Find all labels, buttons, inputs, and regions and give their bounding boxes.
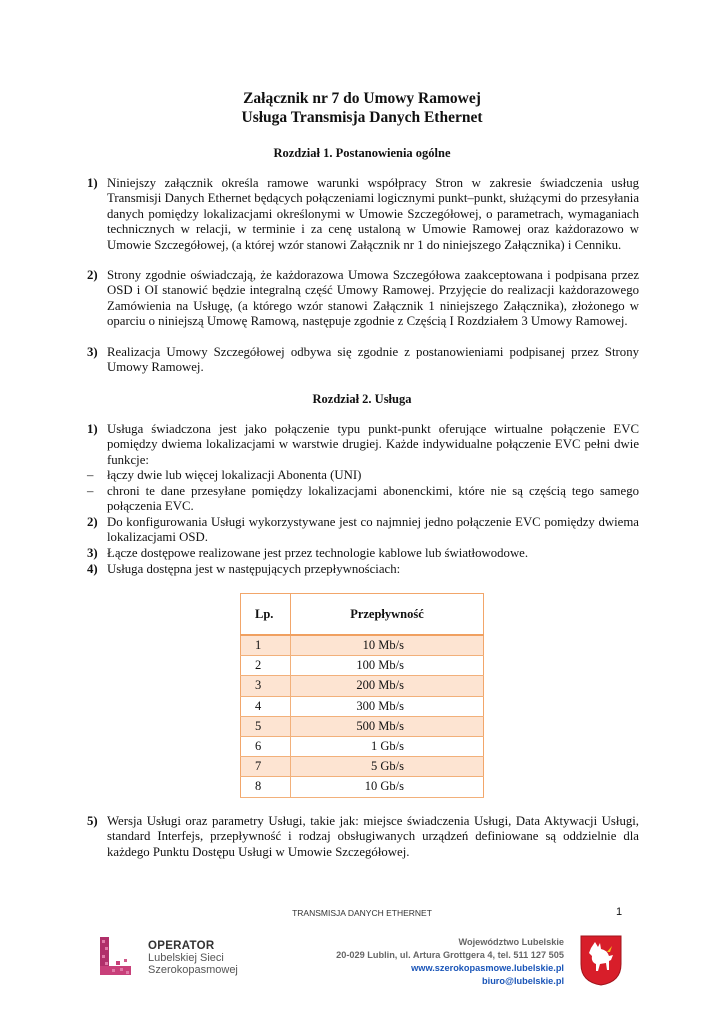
section-1-heading: Rozdział 1. Postanowienia ogólne <box>273 146 451 160</box>
page-number: 1 <box>616 906 623 918</box>
dash-text: łączy dwie lub więcej lokalizacji Abonenta (UNI) <box>107 468 362 482</box>
dash-mark: – <box>87 468 94 482</box>
title-line-2: Usługa Transmisja Danych Ethernet <box>241 109 483 126</box>
item-number: 3) <box>87 546 98 560</box>
cell-throughput: 100 Mb/s <box>291 656 484 676</box>
section-2-item-2 <box>87 515 639 546</box>
dash-item-2 <box>87 484 639 515</box>
lubelskie-crest-icon <box>579 934 623 986</box>
page-title <box>0 89 724 127</box>
item-text: Strony zgodnie oświadczają, że każdorazowa Umowa Szczegółowa zaakceptowana i podpisana przez OSD i OI stanowić będzie integralną część Umowy Ramowej. Przyjęcie do realizacji każdorazowego Zamówienia na Usługę, (a którego wzór stanowi Załącznik 1 niniejszego Załącznika), złożonego w oparciu o niniejszą Umowę Ramową, następuje zgodnie z Częścią I Rozdziałem 3 Umowy Ramowej. <box>107 268 639 329</box>
section-1-item-3 <box>87 345 639 376</box>
cell-lp: 2 <box>241 656 291 676</box>
cell-lp: 1 <box>241 635 291 656</box>
section-2-heading: Rozdział 2. Usługa <box>312 392 412 406</box>
logo-line-1: OPERATOR <box>148 940 215 952</box>
contact-email-link[interactable]: biuro@lubelskie.pl <box>482 976 564 986</box>
cell-throughput: 500 Mb/s <box>291 716 484 736</box>
logo-line-3: Szerokopasmowej <box>148 964 238 976</box>
cell-lp: 7 <box>241 757 291 777</box>
item-text: Niniejszy załącznik określa ramowe warunki współpracy Stron w zakresie świadczenia usług Transmisji Danych Ethernet będących połączeniami logicznymi punkt–punkt, służącymi do przesyłania danych pomiędzy lokalizacjami określonymi w Umowie Szczegółowej, o parametrach, wymaganiach technicznych w relacji, w terminie i za cenę ustaloną w Umowie Ramowej oraz każdorazowo w Umowie Szczegółowej, (a której wzór stanowi Załącznik nr 1 do niniejszego Załącznika) i Cenniku. <box>107 176 639 252</box>
cell-lp: 5 <box>241 716 291 736</box>
logo-line-2: Lubelskiej Sieci <box>148 952 224 964</box>
operator-logo-icon <box>98 935 133 977</box>
dash-item-1 <box>87 468 639 483</box>
item-number: 4) <box>87 562 98 576</box>
operator-logo-text <box>148 940 238 976</box>
cell-throughput: 300 Mb/s <box>291 696 484 716</box>
item-text: Usługa świadczona jest jako połączenie typu punkt-punkt oferujące wirtualne połączenie EVC pomiędzy dwiema lokalizacjami w warstwie drugiej. Każde indywidualne połączenie EVC pełni dwie funkcje: <box>107 422 639 467</box>
item-text: Usługa dostępna jest w następujących przepływnościach: <box>107 562 401 576</box>
cell-throughput: 200 Mb/s <box>291 676 484 696</box>
dash-text: chroni te dane przesyłane pomiędzy lokalizacjami abonenckimi, które nie są częścią tego samego połączenia EVC. <box>107 484 639 514</box>
item-number: 2) <box>87 268 98 282</box>
contact-org: Województwo Lubelskie <box>458 937 564 947</box>
section-2-item-5 <box>87 814 639 860</box>
section-2-item-1 <box>87 422 639 468</box>
throughput-table <box>240 593 484 798</box>
table-row <box>241 777 484 797</box>
dash-mark: – <box>87 484 94 498</box>
table-row <box>241 676 484 696</box>
item-number: 1) <box>87 422 98 436</box>
item-number: 1) <box>87 176 98 190</box>
item-text: Do konfigurowania Usługi wykorzystywane jest co najmniej jedno połączenie EVC pomiędzy dwiema lokalizacjami OSD. <box>107 515 639 545</box>
table-row <box>241 635 484 656</box>
item-number: 5) <box>87 814 98 828</box>
table-row <box>241 696 484 716</box>
header-throughput: Przepływność <box>291 594 484 636</box>
item-text: Łącze dostępowe realizowane jest przez technologie kablowe lub światłowodowe. <box>107 546 529 560</box>
cell-throughput: 1 Gb/s <box>291 736 484 756</box>
table-row <box>241 736 484 756</box>
footer-doc-title: TRANSMISJA DANYCH ETHERNET <box>292 908 432 918</box>
title-line-1: Załącznik nr 7 do Umowy Ramowej <box>243 90 481 107</box>
cell-lp: 3 <box>241 676 291 696</box>
table-header-row <box>241 594 484 636</box>
item-text: Wersja Usługi oraz parametry Usługi, takie jak: miejsce świadczenia Usługi, Data Aktywacji Usługi, standard Interfejs, przepływność i rodzaj obsługiwanych urządzeń definiowane są oddzielnie dla każdego Punktu Dostępu Usługi w Umowie Szczegółowej. <box>107 814 639 859</box>
section-1-item-1 <box>87 176 639 253</box>
contact-website-link[interactable]: www.szerokopasmowe.lubelskie.pl <box>411 963 564 973</box>
table-row <box>241 757 484 777</box>
section-1-item-2 <box>87 268 639 330</box>
contact-address: 20-029 Lublin, ul. Artura Grottgera 4, tel. 511 127 505 <box>336 950 564 960</box>
header-lp: Lp. <box>241 594 291 636</box>
item-number: 3) <box>87 345 98 359</box>
cell-lp: 4 <box>241 696 291 716</box>
table-row <box>241 656 484 676</box>
section-2-item-3 <box>87 546 639 561</box>
footer-contact <box>336 936 564 988</box>
section-2-item-4 <box>87 562 639 577</box>
cell-throughput: 5 Gb/s <box>291 757 484 777</box>
cell-lp: 8 <box>241 777 291 797</box>
item-text: Realizacja Umowy Szczegółowej odbywa się zgodnie z postanowieniami podpisanej przez Strony Umowy Ramowej. <box>107 345 639 375</box>
table-row <box>241 716 484 736</box>
cell-lp: 6 <box>241 736 291 756</box>
item-number: 2) <box>87 515 98 529</box>
cell-throughput: 10 Mb/s <box>291 635 484 656</box>
cell-throughput: 10 Gb/s <box>291 777 484 797</box>
